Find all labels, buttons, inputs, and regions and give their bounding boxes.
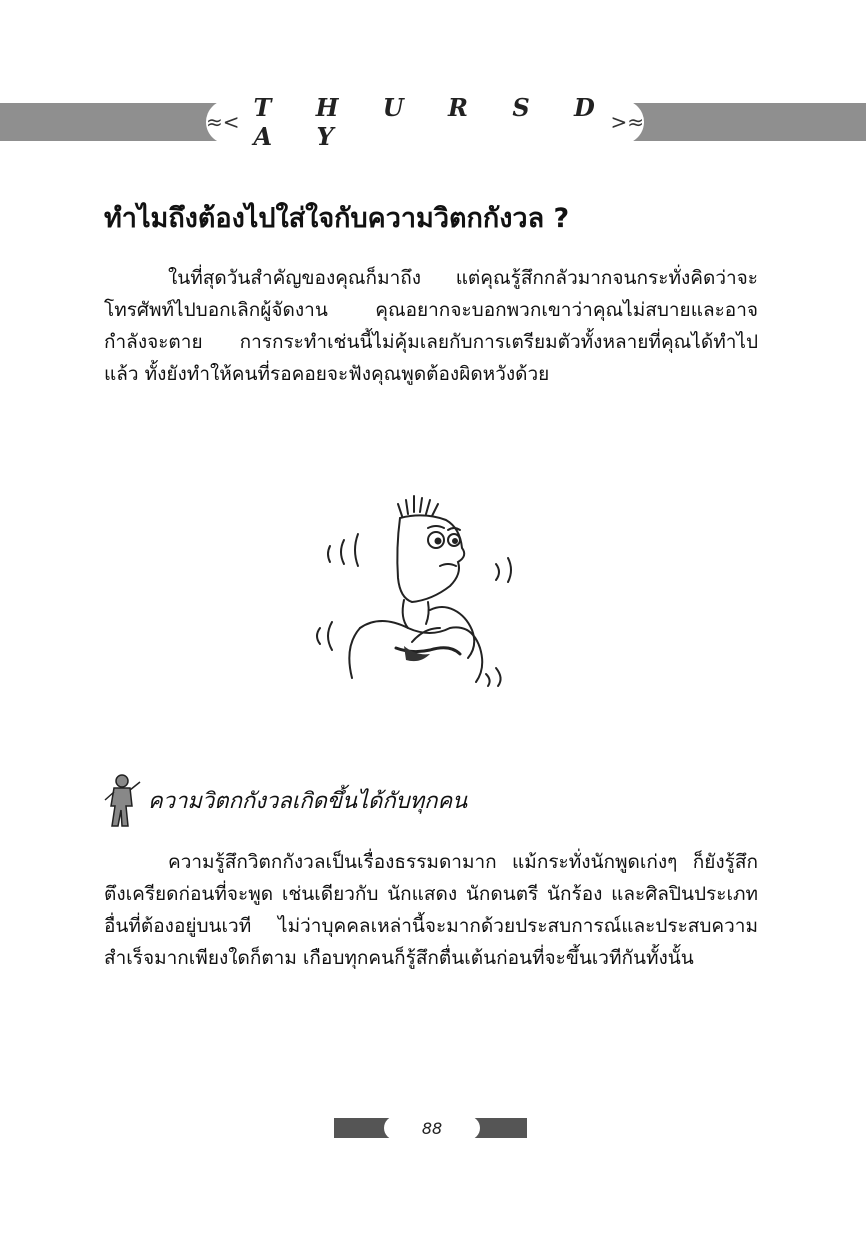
body-paragraph-text: ความรู้สึกวิตกกังวลเป็นเรื่องธรรมดามาก แม้กระทั่งนักพูดเก่งๆ ก็ยังรู้สึกตึงเครียดก่อนที่จะพูด เช่นเดียวกับ นักแสดง นักดนตรี นักร้อง และศิลปินประเภทอื่นที่ต้องอยู่บนเวที ไม่ว่าบุคคลเหล่านี้จะมากด้วยประสบการณ์และประสบความสำเร็จมากเพียงใดก็ตาม เกือบทุกคนก็รู้สึกตื่นเต้นก่อนที่จะขึ้นเวทีกันทั้งนั้น	[104, 851, 758, 969]
speaker-figure-icon	[102, 772, 142, 828]
day-label: T H U R S D A Y	[253, 93, 613, 151]
subheading-text: ความวิตกกังวลเกิดขึ้นได้กับทุกคน	[148, 788, 468, 814]
header-pill	[206, 93, 644, 151]
right-swirl-ornament-icon: >≈	[610, 110, 644, 134]
intro-paragraph	[104, 262, 758, 390]
page-title: ทำไมถึงต้องไปใส่ใจกับความวิตกกังวล ?	[104, 203, 570, 234]
left-swirl-ornament-icon: ≈<	[206, 110, 240, 134]
body-paragraph	[104, 846, 758, 974]
section-subheading	[102, 772, 467, 828]
anxious-person-illustration	[300, 478, 520, 688]
page-number-pill	[384, 1116, 480, 1140]
intro-paragraph-text: ในที่สุดวันสำคัญของคุณก็มาถึง แต่คุณรู้สึกกลัวมากจนกระทั่งคิดว่าจะโทรศัพท์ไปบอกเลิกผู้จัดงาน คุณอยากจะบอกพวกเขาว่าคุณไม่สบายและอาจกำลังจะตาย การกระทำเช่นนี้ไม่คุ้มเลยกับการเตรียมตัวทั้งหลายที่คุณได้ทำไปแล้ว ทั้งยังทำให้คนที่รอคอยจะฟังคุณพูดต้องผิดหวังด้วย	[104, 267, 758, 385]
page-number: 88	[421, 1118, 443, 1138]
